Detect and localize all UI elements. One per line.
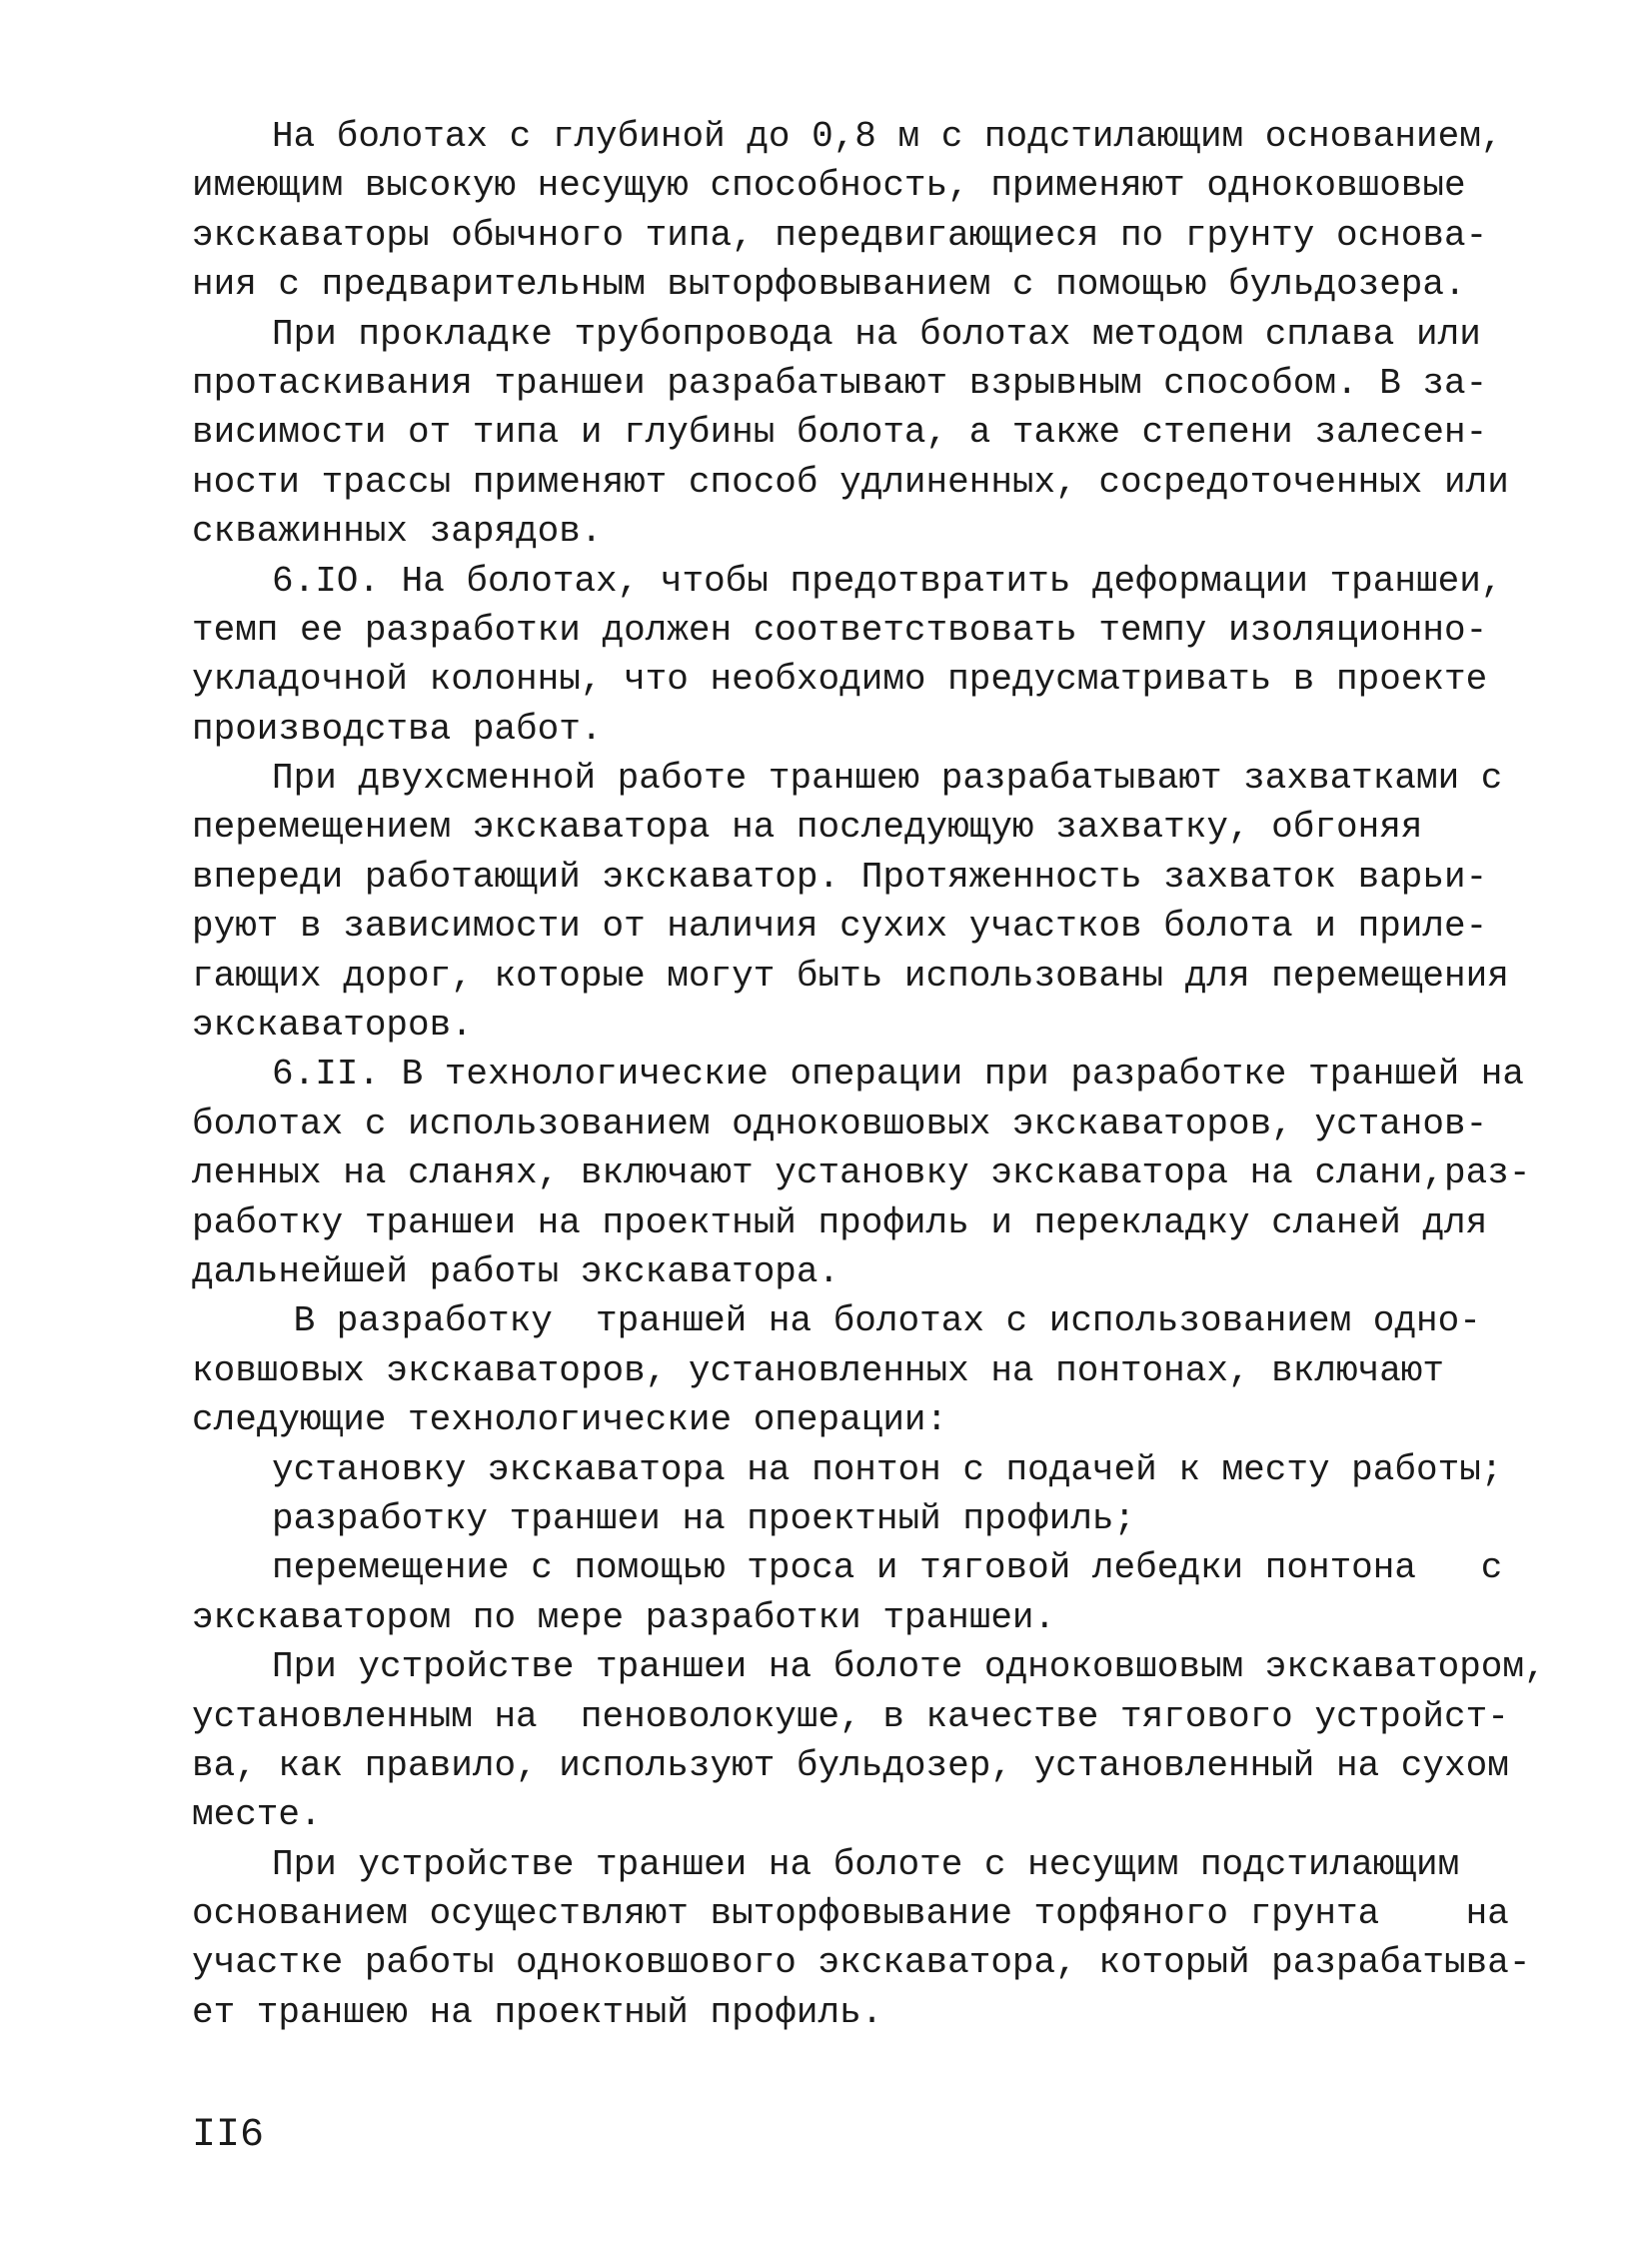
document-body — [192, 112, 1546, 2037]
text-line: болотах с использованием одноковшовых экскаваторов, установ- — [192, 1103, 1488, 1144]
text-line: установку экскаватора на понтон с подачей к месту работы; — [272, 1448, 1503, 1490]
text-line: следующие технологические операции: — [192, 1399, 948, 1441]
text-line: ва, как правило, используют бульдозер, установленный на сухом — [192, 1744, 1509, 1786]
text-line: На болотах с глубиной до 0,8 м с подстилающим основанием, — [272, 116, 1503, 157]
text-line: экскаваторов. — [192, 1005, 473, 1047]
text-line: перемещение с помощью троса и тяговой лебедки понтона с — [272, 1547, 1503, 1589]
text-line: ности трассы применяют способ удлиненных, сосредоточенных или — [192, 461, 1509, 503]
text-line: темп ее разработки должен соответствовать темпу изоляционно- — [192, 609, 1488, 651]
text-line: При двухсменной работе траншею разрабатывают захватками с — [272, 758, 1503, 800]
text-line: основанием осуществляют выторфовывание торфяного грунта на — [192, 1893, 1509, 1935]
text-line: 6.IO. На болотах, чтобы предотвратить деформации траншеи, — [272, 560, 1503, 602]
text-line: При прокладке трубопровода на болотах методом сплава или — [272, 313, 1481, 355]
text-line: разработку траншеи на проектный профиль; — [272, 1497, 1136, 1539]
text-line: протаскивания траншеи разрабатывают взрывным способом. В за- — [192, 362, 1488, 404]
text-line: руют в зависимости от наличия сухих участков болота и приле- — [192, 906, 1488, 948]
text-line: установленным на пеноволокуше, в качестве тягового устройст- — [192, 1695, 1509, 1737]
text-line: укладочной колонны, что необходимо предусматривать в проекте — [192, 659, 1488, 701]
text-line: перемещением экскаватора на последующую захватку, обгоняя — [192, 807, 1423, 849]
text-line: ковшовых экскаваторов, установленных на понтонах, включают — [192, 1349, 1445, 1391]
text-line: При устройстве траншеи на болоте одноковшовым экскаватором, — [272, 1646, 1546, 1688]
text-line: ет траншею на проектный профиль. — [192, 1991, 883, 2033]
text-line: висимости от типа и глубины болота, а также степени залесен- — [192, 412, 1488, 454]
text-line: 6.II. В технологические операции при разработке траншей на — [272, 1054, 1525, 1096]
text-line: В разработку траншей на болотах с использованием одно- — [272, 1300, 1481, 1342]
text-line: впереди работающий экскаватор. Протяженность захваток варьи- — [192, 856, 1488, 898]
text-line: экскаватором по мере разработки траншеи. — [192, 1596, 1056, 1638]
text-line: экскаваторы обычного типа, передвигающиеся по грунту основа- — [192, 214, 1488, 256]
text-line: работку траншеи на проектный профиль и перекладку сланей для — [192, 1201, 1488, 1243]
text-line: гающих дорог, которые могут быть использованы для перемещения — [192, 955, 1509, 997]
page-number: II6 — [192, 2113, 265, 2158]
text-line: имеющим высокую несущую способность, применяют одноковшовые — [192, 165, 1466, 207]
text-line: скважинных зарядов. — [192, 511, 603, 553]
text-line: дальнейшей работы экскаватора. — [192, 1250, 840, 1292]
text-line: производства работ. — [192, 708, 603, 750]
text-line: ния с предварительным выторфовыванием с помощью бульдозера. — [192, 264, 1466, 306]
text-line: участке работы одноковшового экскаватора, который разрабатыва- — [192, 1942, 1531, 1984]
text-line: При устройстве траншеи на болоте с несущим подстилающим — [272, 1843, 1460, 1885]
text-line: месте. — [192, 1794, 322, 1836]
text-line: ленных на сланях, включают установку экскаватора на слани,раз- — [192, 1152, 1531, 1194]
